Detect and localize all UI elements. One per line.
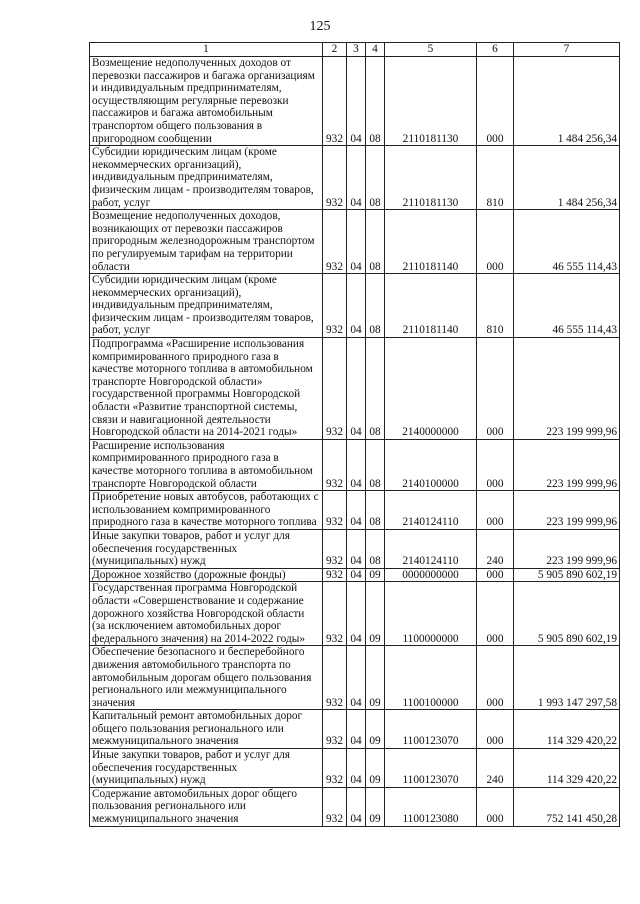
subsection-code-cell: 08: [366, 57, 385, 146]
amount-cell: 46 555 114,43: [514, 210, 620, 274]
header-cell: 6: [477, 43, 514, 57]
section-code-cell: 04: [347, 568, 366, 582]
table-row: [90, 529, 620, 568]
target-article-cell: 1100100000: [385, 646, 477, 710]
section-code-cell: 04: [347, 338, 366, 440]
target-article-cell: 2140124110: [385, 491, 477, 530]
section-code-cell: 04: [347, 210, 366, 274]
subsection-code-cell: 09: [366, 646, 385, 710]
subsection-code-cell: 08: [366, 274, 385, 338]
section-code-cell: 04: [347, 529, 366, 568]
section-code-cell: 04: [347, 274, 366, 338]
target-article-cell: 1100000000: [385, 582, 477, 646]
table-row: [90, 710, 620, 749]
amount-cell: 1 484 256,34: [514, 146, 620, 210]
target-article-cell: 2110181130: [385, 146, 477, 210]
subsection-code-cell: 09: [366, 787, 385, 826]
grbs-code-cell: 932: [323, 710, 347, 749]
table-row: [90, 57, 620, 146]
table-row: [90, 646, 620, 710]
subsection-code-cell: 08: [366, 146, 385, 210]
table-row: [90, 338, 620, 440]
header-row: [90, 43, 620, 57]
row-name-cell: Капитальный ремонт автомобильных дорог общего пользования регионального или межмуниципального значения: [90, 710, 323, 749]
expense-type-cell: 000: [477, 491, 514, 530]
expense-type-cell: 000: [477, 582, 514, 646]
table-row: [90, 274, 620, 338]
amount-cell: 114 329 420,22: [514, 749, 620, 788]
row-name-cell: Расширение использования компримированного природного газа в качестве моторного топлива в автомобильном транспорте Новгородской области: [90, 439, 323, 490]
grbs-code-cell: 932: [323, 749, 347, 788]
table-row: [90, 787, 620, 826]
section-code-cell: 04: [347, 582, 366, 646]
row-name-cell: Иные закупки товаров, работ и услуг для обеспечения государственных (муниципальных) нужд: [90, 749, 323, 788]
section-code-cell: 04: [347, 646, 366, 710]
amount-cell: 1 993 147 297,58: [514, 646, 620, 710]
expense-type-cell: 000: [477, 210, 514, 274]
section-code-cell: 04: [347, 787, 366, 826]
row-name-cell: Дорожное хозяйство (дорожные фонды): [90, 568, 323, 582]
section-code-cell: 04: [347, 146, 366, 210]
page-number: 125: [309, 19, 331, 34]
grbs-code-cell: 932: [323, 491, 347, 530]
amount-cell: 223 199 999,96: [514, 491, 620, 530]
header-cell: 3: [347, 43, 366, 57]
subsection-code-cell: 09: [366, 582, 385, 646]
row-name-cell: Подпрограмма «Расширение использования компримированного природного газа в качестве моторного топлива в автомобильном транспорте Новгородской области» государственной программы Новгородской области «Развитие транспортной системы, связи и навигационной деятельности Новгородской области на 2014-2021 годы»: [90, 338, 323, 440]
table-row: [90, 491, 620, 530]
expense-type-cell: 000: [477, 646, 514, 710]
row-name-cell: Содержание автомобильных дорог общего пользования регионального или межмуниципального значения: [90, 787, 323, 826]
grbs-code-cell: 932: [323, 146, 347, 210]
subsection-code-cell: 08: [366, 439, 385, 490]
expense-type-cell: 810: [477, 146, 514, 210]
row-name-cell: Возмещение недополученных доходов от перевозки пассажиров и багажа организациям и индивидуальным предпринимателям, осуществляющим регулярные перевозки пассажиров и багажа автомобильным транспортом общего пользования в пригородном сообщении: [90, 57, 323, 146]
section-code-cell: 04: [347, 749, 366, 788]
grbs-code-cell: 932: [323, 57, 347, 146]
section-code-cell: 04: [347, 491, 366, 530]
target-article-cell: 1100123070: [385, 749, 477, 788]
budget-table: [89, 42, 620, 827]
section-code-cell: 04: [347, 57, 366, 146]
subsection-code-cell: 09: [366, 749, 385, 788]
expense-type-cell: 000: [477, 568, 514, 582]
header-cell: 1: [90, 43, 323, 57]
target-article-cell: 2110181140: [385, 274, 477, 338]
target-article-cell: 1100123070: [385, 710, 477, 749]
expense-type-cell: 000: [477, 439, 514, 490]
header-cell: 4: [366, 43, 385, 57]
header-cell: 2: [323, 43, 347, 57]
grbs-code-cell: 932: [323, 582, 347, 646]
header-cell: 5: [385, 43, 477, 57]
row-name-cell: Приобретение новых автобусов, работающих с использованием компримированного природного газа в качестве моторного топлива: [90, 491, 323, 530]
amount-cell: 752 141 450,28: [514, 787, 620, 826]
row-name-cell: Субсидии юридическим лицам (кроме некоммерческих организаций), индивидуальным предпринимателям, физическим лицам - производителям товаров, работ, услуг: [90, 146, 323, 210]
grbs-code-cell: 932: [323, 338, 347, 440]
table-row: [90, 146, 620, 210]
table-row: [90, 582, 620, 646]
grbs-code-cell: 932: [323, 568, 347, 582]
target-article-cell: 1100123080: [385, 787, 477, 826]
table-row: [90, 439, 620, 490]
row-name-cell: Государственная программа Новгородской области «Совершенствование и содержание дорожного хозяйства Новгородской области (за исключением автомобильных дорог федерального значения) на 2014-2022 годы»: [90, 582, 323, 646]
subsection-code-cell: 08: [366, 210, 385, 274]
row-name-cell: Иные закупки товаров, работ и услуг для обеспечения государственных (муниципальных) нужд: [90, 529, 323, 568]
subsection-code-cell: 09: [366, 710, 385, 749]
table-row: [90, 749, 620, 788]
subsection-code-cell: 08: [366, 338, 385, 440]
expense-type-cell: 000: [477, 57, 514, 146]
row-name-cell: Возмещение недополученных доходов, возникающих от перевозки пассажиров пригородным железнодорожным транспортом по регулируемым тарифам на территории области: [90, 210, 323, 274]
target-article-cell: 2140000000: [385, 338, 477, 440]
expense-type-cell: 810: [477, 274, 514, 338]
amount-cell: 5 905 890 602,19: [514, 568, 620, 582]
amount-cell: 114 329 420,22: [514, 710, 620, 749]
row-name-cell: Обеспечение безопасного и бесперебойного движения автомобильного транспорта по автомобильным дорогам общего пользования регионального или межмуниципального значения: [90, 646, 323, 710]
grbs-code-cell: 932: [323, 439, 347, 490]
amount-cell: 223 199 999,96: [514, 338, 620, 440]
subsection-code-cell: 09: [366, 568, 385, 582]
amount-cell: 1 484 256,34: [514, 57, 620, 146]
grbs-code-cell: 932: [323, 210, 347, 274]
target-article-cell: 2140124110: [385, 529, 477, 568]
row-name-cell: Субсидии юридическим лицам (кроме некоммерческих организаций), индивидуальным предпринимателям, физическим лицам - производителям товаров, работ, услуг: [90, 274, 323, 338]
expense-type-cell: 240: [477, 749, 514, 788]
amount-cell: 223 199 999,96: [514, 439, 620, 490]
section-code-cell: 04: [347, 710, 366, 749]
table-row: [90, 568, 620, 582]
grbs-code-cell: 932: [323, 274, 347, 338]
amount-cell: 46 555 114,43: [514, 274, 620, 338]
table-row: [90, 210, 620, 274]
target-article-cell: 0000000000: [385, 568, 477, 582]
expense-type-cell: 240: [477, 529, 514, 568]
expense-type-cell: 000: [477, 338, 514, 440]
target-article-cell: 2140100000: [385, 439, 477, 490]
amount-cell: 223 199 999,96: [514, 529, 620, 568]
expense-type-cell: 000: [477, 787, 514, 826]
grbs-code-cell: 932: [323, 646, 347, 710]
header-cell: 7: [514, 43, 620, 57]
subsection-code-cell: 08: [366, 529, 385, 568]
subsection-code-cell: 08: [366, 491, 385, 530]
target-article-cell: 2110181130: [385, 57, 477, 146]
grbs-code-cell: 932: [323, 529, 347, 568]
target-article-cell: 2110181140: [385, 210, 477, 274]
expense-type-cell: 000: [477, 710, 514, 749]
grbs-code-cell: 932: [323, 787, 347, 826]
section-code-cell: 04: [347, 439, 366, 490]
amount-cell: 5 905 890 602,19: [514, 582, 620, 646]
